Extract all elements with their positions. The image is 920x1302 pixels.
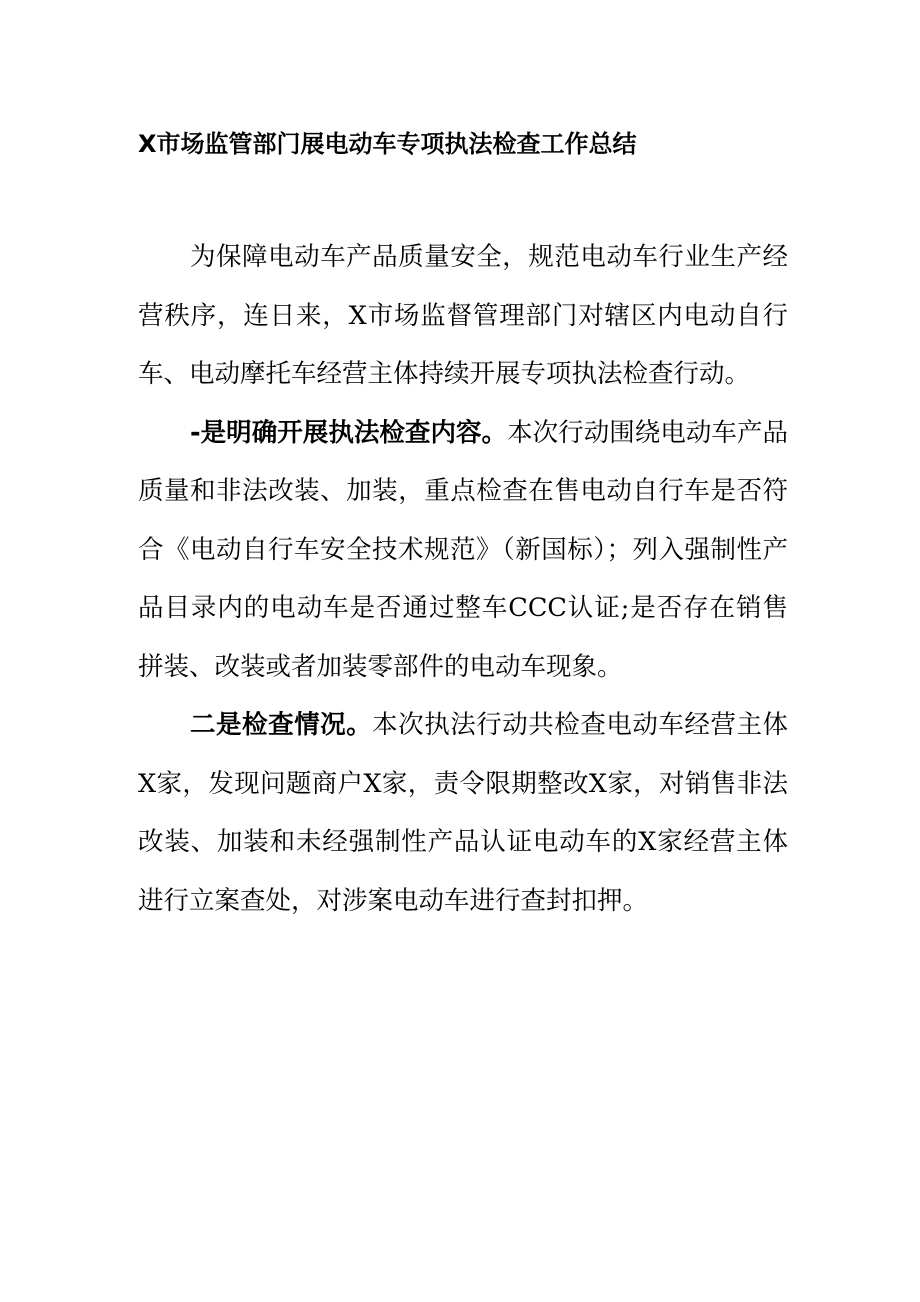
paragraph-inspection-content-text: 本次行动围绕电动车产品质量和非法改装、加装，重点检查在售电动自行车是否符合《电动自行车安全技术规范》（新国标）；列入强制性产品目录内的电动车是否通过整车CCC认证;是否存在销售拼装、改装或者加装零部件的电动车现象。 (138, 417, 788, 682)
paragraph-intro (138, 228, 788, 404)
paragraph-inspection-status-lead: 二是检查情况。 (190, 710, 373, 740)
paragraph-inspection-status-text: 本次执法行动共检查电动车经营主体X家，发现问题商户X家，责令限期整改X家，对销售非法改装、加装和未经强制性产品认证电动车的X家经营主体进行立案查处，对涉案电动车进行查封扣押。 (138, 710, 788, 916)
paragraph-inspection-status (138, 696, 788, 930)
paragraph-inspection-content-lead: -是明确开展执法检查内容。 (190, 417, 508, 448)
document-body (138, 228, 788, 930)
paragraph-intro-text: 为保障电动车产品质量安全，规范电动车行业生产经营秩序，连日来，X市场监督管理部门对辖区内电动自行车、电动摩托车经营主体持续开展专项执法检查行动。 (138, 242, 788, 389)
document-title: X市场监管部门展电动车专项执法检查工作总结 (138, 130, 637, 158)
paragraph-inspection-content (138, 404, 788, 697)
